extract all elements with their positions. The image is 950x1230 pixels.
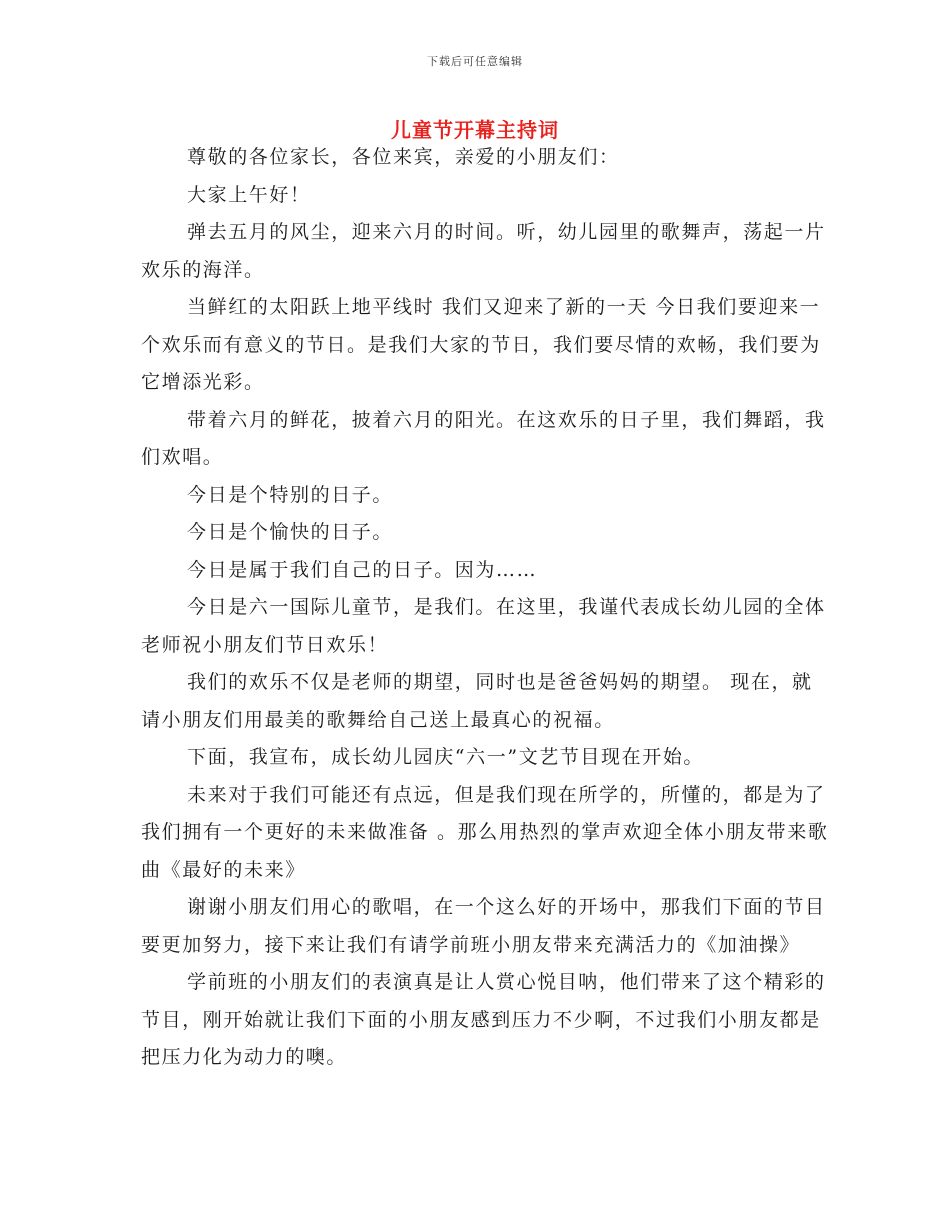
document-body: [141, 139, 831, 1077]
paragraph: 今日是个愉快的日子。: [187, 521, 394, 543]
paragraph: 今日是个特别的日子。: [187, 483, 394, 506]
paragraph: 今日是六一国际儿童节，是我们。在这里，我谨代表成长幼儿园的全体老师祝小朋友们节日欢乐！: [141, 596, 826, 656]
paragraph-greeting: 尊敬的各位家长，各位来宾，亲爱的小朋友们：: [187, 146, 620, 168]
paragraph: 我们的欢乐不仅是老师的期望，同时也是爸爸妈妈的期望。 现在，就请小朋友们用最美的歌舞给自己送上最真心的祝福。: [141, 671, 813, 731]
paragraph: 弹去五月的风尘，迎来六月的时间。听，幼儿园里的歌舞声，荡起一片欢乐的海洋。: [141, 221, 826, 281]
paragraph: 未来对于我们可能还有点远，但是我们现在所学的，所懂的，都是为了我们拥有一个更好的未来做准备 。那么用热烈的掌声欢迎全体小朋友带来歌曲《最好的未来》: [141, 783, 829, 881]
paragraph: 今日是属于我们自己的日子。因为……: [187, 558, 538, 581]
paragraph: 下面，我宣布，成长幼儿园庆“六一”文艺节目现在开始。: [187, 746, 705, 768]
paragraph: 学前班的小朋友们的表演真是让人赏心悦目呐，他们带来了这个精彩的节目，刚开始就让我们下面的小朋友感到压力不少啊，不过我们小朋友都是把压力化为动力的噢。: [141, 971, 826, 1068]
paragraph: 大家上午好！: [187, 183, 311, 206]
page-header-note: 下载后可任意编辑: [427, 55, 523, 68]
paragraph: 当鲜红的太阳跃上地平线时 我们又迎来了新的一天 今日我们要迎来一个欢乐而有意义的节日。是我们大家的节日，我们要尽情的欢畅，我们要为它增添光彩。: [141, 296, 821, 393]
paragraph: 谢谢小朋友们用心的歌唱，在一个这么好的开场中，那我们下面的节目要更加努力，接下来让我们有请学前班小朋友带来充满活力的《加油操》: [141, 896, 826, 956]
paragraph: 带着六月的鲜花，披着六月的阳光。在这欢乐的日子里，我们舞蹈，我们欢唱。: [141, 408, 826, 468]
document-title: 儿童节开幕主持词: [391, 118, 559, 142]
